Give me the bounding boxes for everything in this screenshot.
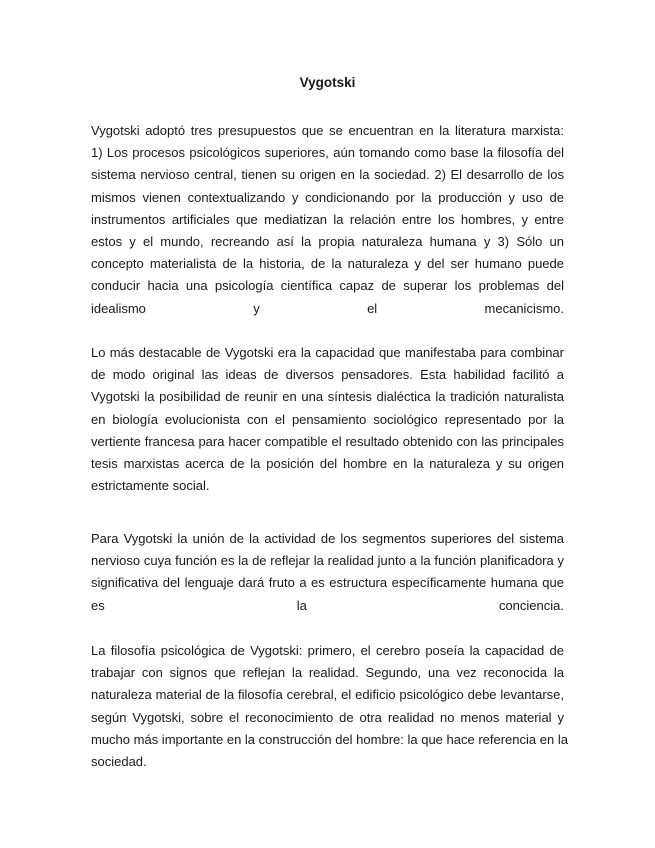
text-line-spread [91, 595, 564, 617]
text-line: instrumentos artificiales que mediatizan la relación entre los hombres, y entre [91, 211, 564, 227]
paragraph-4 [91, 640, 568, 773]
text-line: concepto materialista de la historia, de la naturaleza y del ser humano puede [91, 256, 564, 272]
paragraph-2 [91, 342, 564, 497]
word: conciencia. [498, 597, 564, 613]
text-line: mucho más importante en la construcción del hombre: la que hace referencia en la [91, 731, 568, 747]
text-line: Para Vygotski la unión de la actividad de los segmentos superiores del sistema [91, 531, 564, 546]
text-line: de modo original las ideas de diversos pensadores. Esta habilidad facilitó a [91, 367, 564, 383]
text-line: según Vygotski, sobre el reconocimiento de otra realidad no menos material y [91, 709, 564, 725]
word: el [367, 300, 378, 316]
word: es [91, 597, 105, 613]
paragraph-1 [91, 120, 564, 320]
text-line: significativa del lenguaje dará fruto a es estructura específicamente humana que [91, 575, 564, 591]
document-title: Vygotski [299, 75, 356, 90]
word: mecanicismo. [484, 300, 564, 316]
text-line: estos y el mundo, recreando así la propia naturaleza humana y 3) Sólo un [91, 234, 564, 250]
word: idealismo [91, 300, 146, 316]
text-line: sociedad. [91, 754, 147, 770]
text-line: tesis marxistas acerca de la posición del hombre en la naturaleza y su origen [91, 456, 564, 472]
text-line: 1) Los procesos psicológicos superiores, aún tomando como base la filosofía del [91, 145, 564, 161]
text-line: trabajar con signos que reflejan la realidad. Segundo, una vez reconocida la [91, 665, 564, 681]
text-line: vertiente francesa para hacer compatible el resultado obtenido con las principales [91, 433, 564, 449]
text-line: naturaleza material de la filosofía cerebral, el edificio psicológico debe levantarse, [91, 687, 564, 703]
text-line: nervioso cuya función es la de reflejar la realidad junto a la función planificadora y [91, 553, 564, 569]
text-line: Lo más destacable de Vygotski era la capacidad que manifestaba para combinar [91, 345, 564, 360]
word: y [253, 300, 260, 316]
text-line: sistema nervioso central, tienen su origen en la sociedad. 2) El desarrollo de los [91, 167, 564, 183]
word: la [296, 597, 307, 613]
text-line: conducir hacia una psicología científica capaz de superar los problemas del [91, 278, 564, 294]
text-line: estrictamente social. [91, 478, 210, 494]
text-line-spread [91, 298, 564, 320]
text-line: mismos vienen contextualizando y condicionando por la producción y uso de [91, 189, 564, 205]
text-line: en biología evolucionista con el pensamiento sociológico representado por la [91, 411, 564, 427]
text-line: La filosofía psicológica de Vygotski: primero, el cerebro poseía la capacidad de [91, 643, 564, 658]
paragraph-3 [91, 528, 564, 617]
text-line: Vygotski adoptó tres presupuestos que se encuentran en la literatura marxista: [91, 123, 564, 138]
text-line: Vygotski la posibilidad de reunir en una síntesis dialéctica la tradición naturalista [91, 389, 564, 405]
